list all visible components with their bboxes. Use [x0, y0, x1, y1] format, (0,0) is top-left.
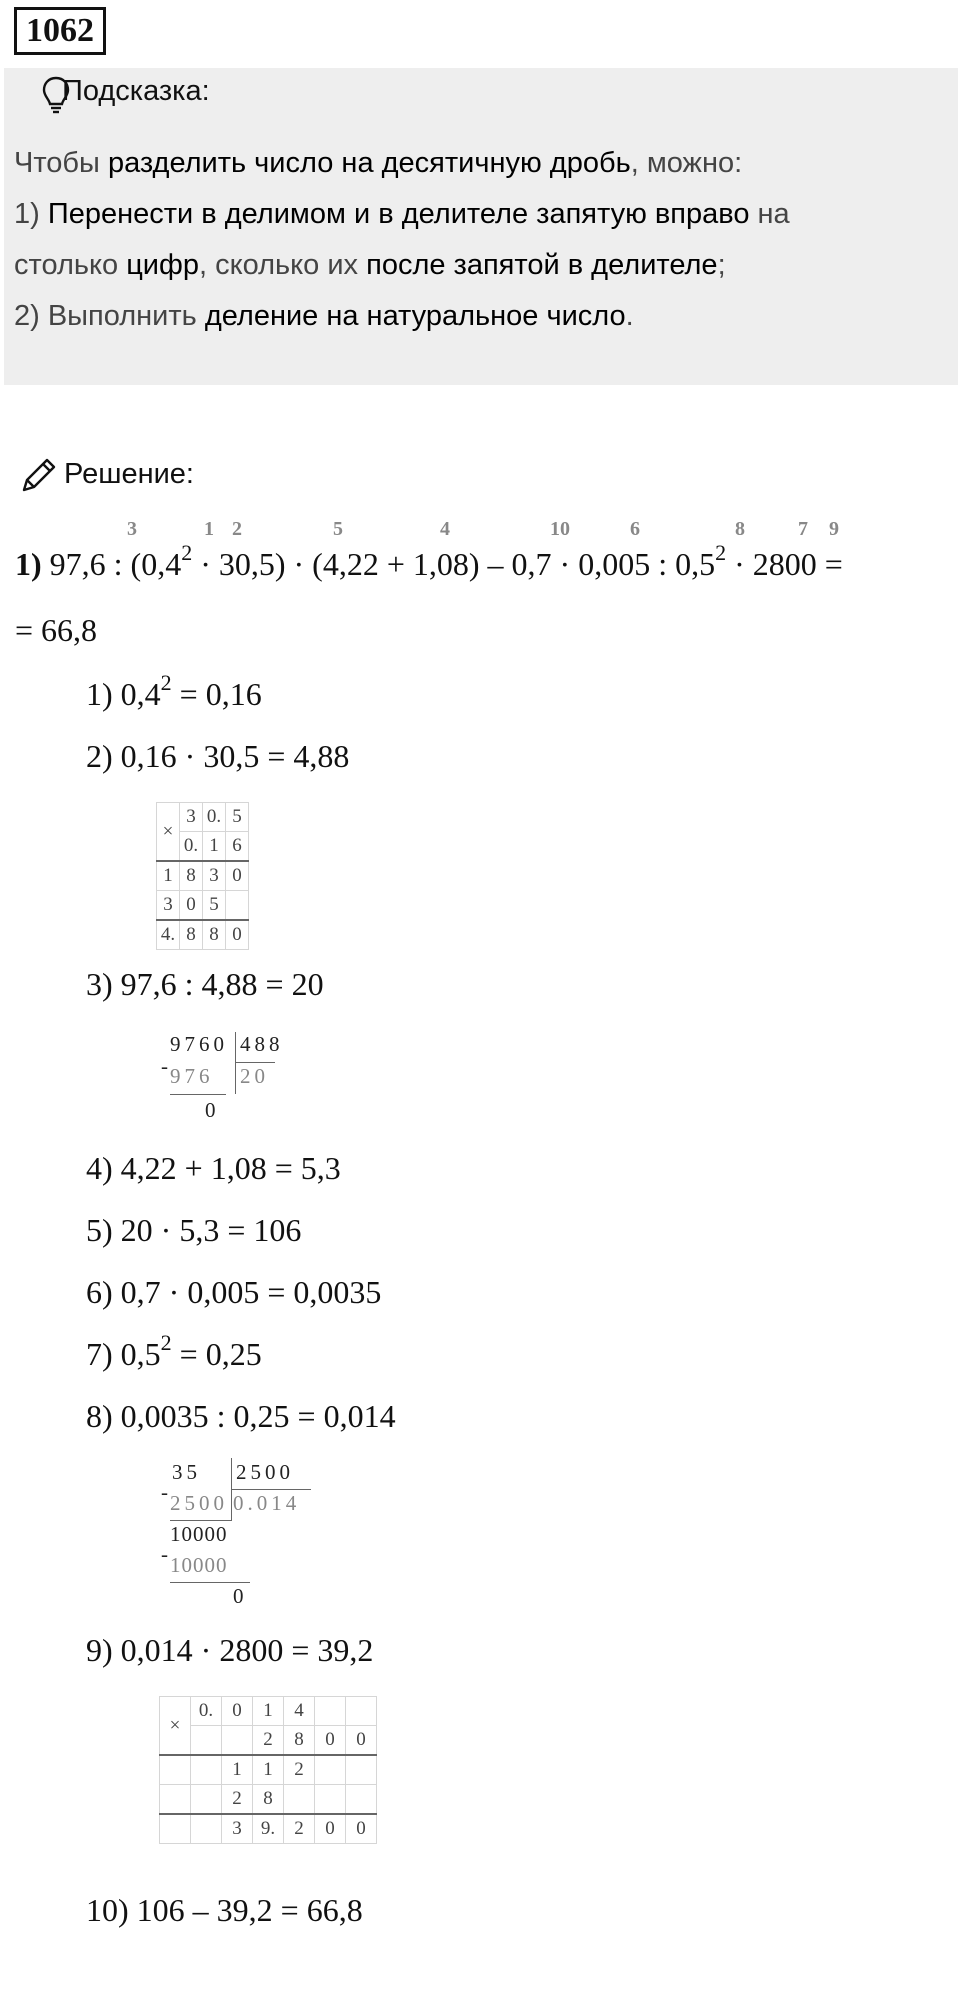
problem-number: 1062 — [14, 7, 106, 55]
order-label: 9 — [829, 518, 839, 540]
hint-text — [14, 138, 944, 342]
solution-title-row — [20, 452, 194, 496]
div2-dividend: 35 — [172, 1460, 201, 1484]
mult1-row: 4. 8 8 0 — [157, 920, 249, 950]
order-label: 8 — [735, 518, 745, 540]
order-label: 1 — [204, 518, 214, 540]
hint-line-2: 1) Перенести в делимом и в делителе запятую вправо на — [14, 198, 790, 230]
div2-line-2: 10000 — [170, 1522, 228, 1546]
mult2-row: 3 9. 2 0 0 — [160, 1814, 377, 1844]
step-2: 2) 0,16 · 30,5 = 4,88 — [86, 738, 350, 774]
step-7: 7) $0,5^2 = 0,25$ — [86, 1330, 262, 1372]
order-label: 7 — [798, 518, 808, 540]
div1-remainder: 0 — [205, 1098, 220, 1122]
multiplication-table-2 — [159, 1696, 377, 1844]
pencil-icon — [20, 456, 58, 494]
solution-title: Решение: — [64, 458, 194, 490]
hint-line-3: столько цифр, сколько их после запятой в делителе; — [14, 249, 726, 281]
hint-line-1: Чтобы разделить число на десятичную дробь, можно: — [14, 147, 743, 179]
order-label: 2 — [232, 518, 242, 540]
div2-divisor: 2500 — [236, 1460, 294, 1484]
lightbulb-icon — [42, 75, 70, 115]
step-9: 9) 0,014 · 2800 = 39,2 — [86, 1632, 374, 1668]
div1-dividend: 9760 — [170, 1032, 228, 1056]
div2-remainder: 0 — [233, 1584, 248, 1608]
mult1-row: 0. 1 6 — [157, 832, 249, 862]
div2-subtrahend-2: 10000 — [170, 1553, 228, 1577]
hint-title: Подсказка: — [62, 75, 210, 107]
hint-title-row — [22, 75, 210, 108]
div1-subtrahend: 976 — [170, 1064, 214, 1088]
order-label: 5 — [333, 518, 343, 540]
mult1-row: × 3 0. 5 — [157, 803, 249, 832]
mult2-row: × 0. 0 1 4 — [160, 1697, 377, 1726]
mult2-row: 2 8 — [160, 1785, 377, 1815]
div2-minus-1: - — [161, 1480, 172, 1504]
expression-result: = 66,8 — [15, 612, 98, 648]
div1-divisor: 488 — [240, 1032, 284, 1056]
div2-subtract-line-1 — [170, 1520, 232, 1521]
step-5: 5) 20 · 5,3 = 106 — [86, 1212, 302, 1248]
mult1-row: 3 0 5 — [157, 891, 249, 921]
div2-quotient: 0.014 — [233, 1491, 301, 1515]
div1-bracket — [235, 1032, 236, 1094]
div1-minus: - — [161, 1054, 172, 1078]
step-10: 10) 106 – 39,2 = 66,8 — [86, 1892, 363, 1928]
div2-quotient-line — [231, 1489, 311, 1490]
main-expression: 1) 97,6 : $(0,4^2 \cdot 30,5) \cdot (4,22 + 1,08) - 0,7 \cdot 0,005$ : $0,5^2 \cdot 2800$ = — [15, 540, 843, 582]
mult2-row: 1 1 2 — [160, 1755, 377, 1785]
multiplication-table-1 — [156, 802, 249, 950]
order-label: 10 — [550, 518, 570, 540]
step-4: 4) 4,22 + 1,08 = 5,3 — [86, 1150, 341, 1186]
hint-line-4: 2) Выполнить деление на натуральное число. — [14, 300, 634, 332]
step-3: 3) 97,6 : 4,88 = 20 — [86, 966, 324, 1002]
div1-quotient-line — [235, 1062, 275, 1063]
mult2-row: 2 8 0 0 — [160, 1726, 377, 1756]
step-1: 1) $0,4^2 = 0,16$ — [86, 670, 262, 712]
div2-minus-2: - — [161, 1542, 172, 1566]
order-label: 6 — [630, 518, 640, 540]
div1-subtract-line — [170, 1094, 226, 1095]
mult1-row: 1 8 3 0 — [157, 861, 249, 891]
order-label: 4 — [440, 518, 450, 540]
step-8: 8) 0,0035 : 0,25 = 0,014 — [86, 1398, 396, 1434]
step-6: 6) 0,7 · 0,005 = 0,0035 — [86, 1274, 382, 1310]
div2-subtrahend-1: 2500 — [170, 1491, 228, 1515]
order-label: 3 — [127, 518, 137, 540]
div1-quotient: 20 — [240, 1064, 269, 1088]
div2-subtract-line-2 — [170, 1582, 250, 1583]
